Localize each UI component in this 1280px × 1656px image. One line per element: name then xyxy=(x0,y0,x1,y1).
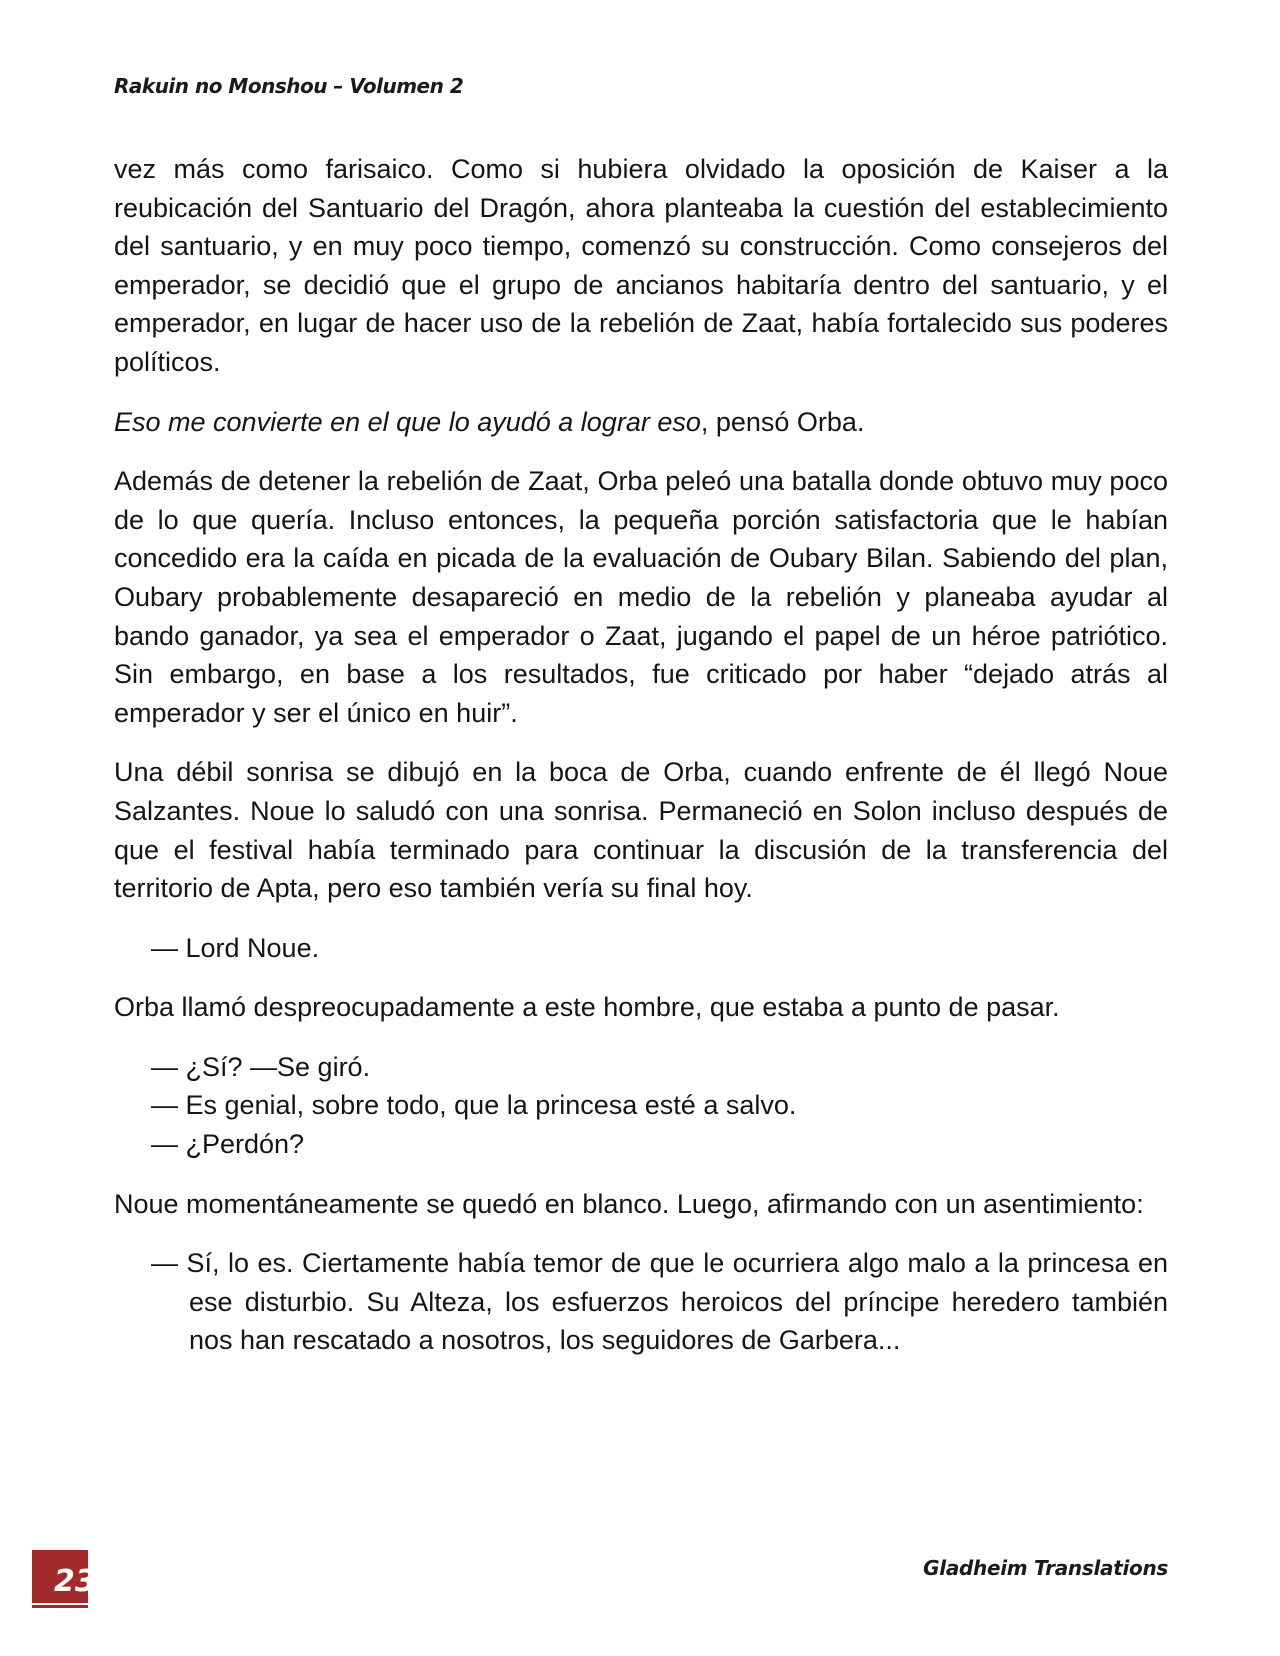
chapter-text xyxy=(114,150,1168,1381)
paragraph: Además de detener la rebelión de Zaat, Orba peleó una batalla donde obtuvo muy poco de lo que quería. Incluso entonces, la pequeña porción satisfactoria que le habían concedido era la caída en picada de la evaluación de Oubary Bilan. Sabiendo del plan, Oubary probablemente desapareció en medio de la rebelión y planeaba ayudar al bando ganador, ya sea el emperador o Zaat, jugando el papel de un héroe patriótico. Sin embargo, en base a los resultados, fue criticado por haber “dejado atrás al emperador y ser el único en huir”. xyxy=(114,466,1168,728)
paragraph: vez más como farisaico. Como si hubiera olvidado la oposición de Kaiser a la reubicación del Santuario del Dragón, ahora planteaba la cuestión del establecimiento del santuario, y en muy poco tiempo, comenzó su construcción. Como consejeros del emperador, se decidió que el grupo de ancianos habitaría dentro del santuario, y el emperador, en lugar de hacer uso de la rebelión de Zaat, había fortalecido sus poderes políticos. xyxy=(114,154,1168,377)
dialogue-line: — Sí, lo es. Ciertamente había temor de que le ocurriera algo malo a la princesa en ese disturbio. Su Alteza, los esfuerzos heroicos del príncipe heredero también nos han rescatado a nosotros, los seguidores de Garbera... xyxy=(151,1248,1168,1356)
running-header: Rakuin no Monshou – Volumen 2 xyxy=(114,74,464,98)
dialogue-line: — ¿Sí? —Se giró. xyxy=(151,1051,371,1082)
dialogue-line: — Es genial, sobre todo, que la princesa esté a salvo. xyxy=(151,1090,797,1121)
badge-underline xyxy=(32,1603,88,1605)
page-number: 23 xyxy=(54,1564,96,1599)
paragraph: Una débil sonrisa se dibujó en la boca de Orba, cuando enfrente de él llegó Noue Salzantes. Noue lo saludó con una sonrisa. Permaneció en Solon incluso después de que el festival había terminado para continuar la discusión de la transferencia del territorio de Apta, pero eso también vería su final hoy. xyxy=(114,757,1168,904)
dialogue-block xyxy=(114,1244,1168,1360)
dialogue-block xyxy=(114,929,1168,968)
dialogue-block xyxy=(114,1048,1168,1164)
footer-credit: Gladheim Translations xyxy=(923,1556,1168,1580)
thought-attribution: , pensó Orba. xyxy=(700,406,865,437)
paragraph: Noue momentáneamente se quedó en blanco. Luego, afirmando con un asentimiento: xyxy=(114,1188,1144,1219)
page-number-badge xyxy=(32,1550,96,1608)
paragraph: Orba llamó despreocupadamente a este hombre, que estaba a punto de pasar. xyxy=(114,992,1060,1023)
dialogue-line: — Lord Noue. xyxy=(151,932,320,963)
italic-thought: Eso me convierte en el que lo ayudó a lograr eso xyxy=(114,406,701,437)
paragraph-thought xyxy=(114,403,1168,442)
dialogue-line: — ¿Perdón? xyxy=(151,1129,305,1160)
